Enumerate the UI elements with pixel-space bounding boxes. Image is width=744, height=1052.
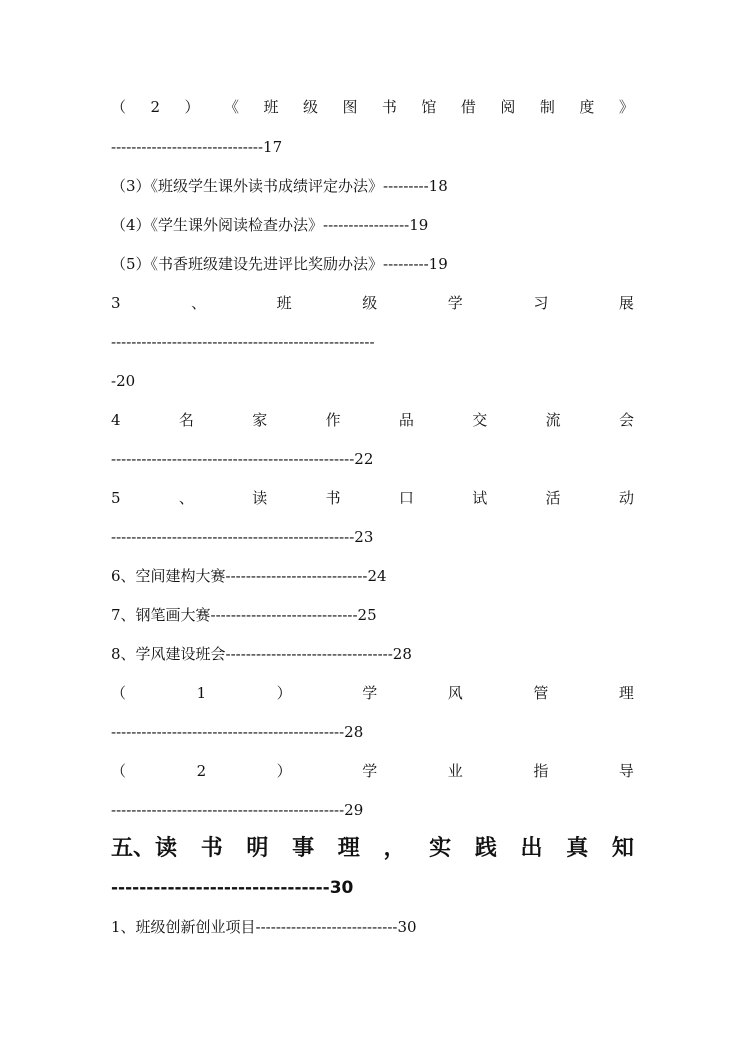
toc-entry-reading-check-rules[interactable]: （4）《学生课外阅读检查办法》-----------------19 <box>111 216 429 234</box>
heading-char: 践 <box>474 836 497 861</box>
heading-char: ， <box>383 836 406 861</box>
section-heading-leader-page-30: -------------------------------30 <box>111 878 354 898</box>
toc-char: 理 <box>618 684 634 702</box>
toc-entry-borrowing-rules[interactable] <box>111 97 634 117</box>
toc-char: 》 <box>618 98 634 116</box>
toc-char: ） <box>184 98 200 116</box>
toc-char: 管 <box>533 684 549 702</box>
toc-char: 1 <box>196 684 207 702</box>
toc-char: 品 <box>398 411 414 429</box>
toc-char: 业 <box>447 762 463 780</box>
toc-char: 学 <box>362 684 378 702</box>
toc-entry-space-construction[interactable]: 6、空间建构大赛----------------------------24 <box>111 567 387 585</box>
toc-char: 级 <box>302 98 318 116</box>
toc-char: （ <box>111 98 127 116</box>
toc-char: 3 <box>111 294 121 312</box>
toc-entry-innovation-project[interactable]: 1、班级创新创业项目----------------------------30 <box>111 918 417 936</box>
toc-char: 作 <box>325 411 341 429</box>
toc-leader-page-29: ----------------------------------------------29 <box>111 801 364 819</box>
toc-char: 会 <box>618 411 634 429</box>
heading-char: 出 <box>520 836 543 861</box>
toc-char: （ <box>111 684 127 702</box>
toc-char: 活 <box>545 489 561 507</box>
toc-char: 读 <box>252 489 268 507</box>
toc-char: 名 <box>178 411 194 429</box>
toc-entry-academic-guidance[interactable] <box>111 761 634 781</box>
toc-char: 班 <box>263 98 279 116</box>
toc-leader-page-23: ------------------------------------------------23 <box>111 528 374 546</box>
toc-char: 图 <box>342 98 358 116</box>
toc-char: 展 <box>618 294 634 312</box>
heading-char: 知 <box>611 836 634 861</box>
toc-char: （ <box>111 762 127 780</box>
toc-char: ） <box>276 762 292 780</box>
toc-char: 、 <box>178 489 194 507</box>
toc-char: 动 <box>618 489 634 507</box>
toc-leader-page-28: ----------------------------------------------28 <box>111 723 364 741</box>
heading-char: 五、读 <box>111 836 178 861</box>
toc-char: 2 <box>196 762 207 780</box>
toc-char: 口 <box>398 489 414 507</box>
toc-entry-pen-drawing[interactable]: 7、钢笔画大赛-----------------------------25 <box>111 606 377 624</box>
heading-char: 理 <box>337 836 360 861</box>
toc-char: 阅 <box>500 98 516 116</box>
toc-char: 家 <box>252 411 268 429</box>
toc-entry-study-meeting[interactable]: 8、学风建设班会---------------------------------28 <box>111 645 412 663</box>
toc-char: 导 <box>618 762 634 780</box>
toc-char: 试 <box>472 489 488 507</box>
toc-char: 5 <box>111 489 121 507</box>
toc-char: 习 <box>533 294 549 312</box>
toc-char: 风 <box>447 684 463 702</box>
toc-char: 书 <box>325 489 341 507</box>
toc-entry-oral-reading-activity[interactable] <box>111 488 634 508</box>
heading-char: 书 <box>200 836 223 861</box>
toc-char: 班 <box>276 294 292 312</box>
toc-leader-page-17: ------------------------------17 <box>111 138 283 156</box>
toc-char: 学 <box>447 294 463 312</box>
heading-char: 明 <box>246 836 269 861</box>
toc-char: 交 <box>472 411 488 429</box>
heading-char: 事 <box>292 836 315 861</box>
toc-char: 度 <box>579 98 595 116</box>
toc-entry-study-development[interactable] <box>111 293 634 313</box>
toc-char: 级 <box>362 294 378 312</box>
toc-entry-masterworks-exchange[interactable] <box>111 410 634 430</box>
toc-page-number-20: -20 <box>111 372 136 390</box>
toc-char: 书 <box>381 98 397 116</box>
toc-char: ） <box>276 684 292 702</box>
toc-char: 借 <box>460 98 476 116</box>
toc-char: 指 <box>533 762 549 780</box>
toc-entry-reading-grade-rules[interactable]: （3）《班级学生课外读书成绩评定办法》---------18 <box>111 177 448 195</box>
section-heading-five[interactable] <box>111 835 634 863</box>
toc-entry-study-management[interactable] <box>111 683 634 703</box>
toc-char: 馆 <box>421 98 437 116</box>
toc-char: 学 <box>362 762 378 780</box>
toc-char: 制 <box>539 98 555 116</box>
toc-char: 2 <box>150 98 161 116</box>
toc-leader-page-22: ------------------------------------------------22 <box>111 450 374 468</box>
toc-char: 流 <box>545 411 561 429</box>
heading-char: 实 <box>429 836 452 861</box>
heading-char: 真 <box>566 836 589 861</box>
toc-char: 、 <box>191 294 207 312</box>
toc-char: 4 <box>111 411 121 429</box>
toc-leader: ---------------------------------------------------- <box>111 333 375 351</box>
toc-entry-award-rules[interactable]: （5）《书香班级建设先进评比奖励办法》---------19 <box>111 255 448 273</box>
toc-char: 《 <box>223 98 239 116</box>
